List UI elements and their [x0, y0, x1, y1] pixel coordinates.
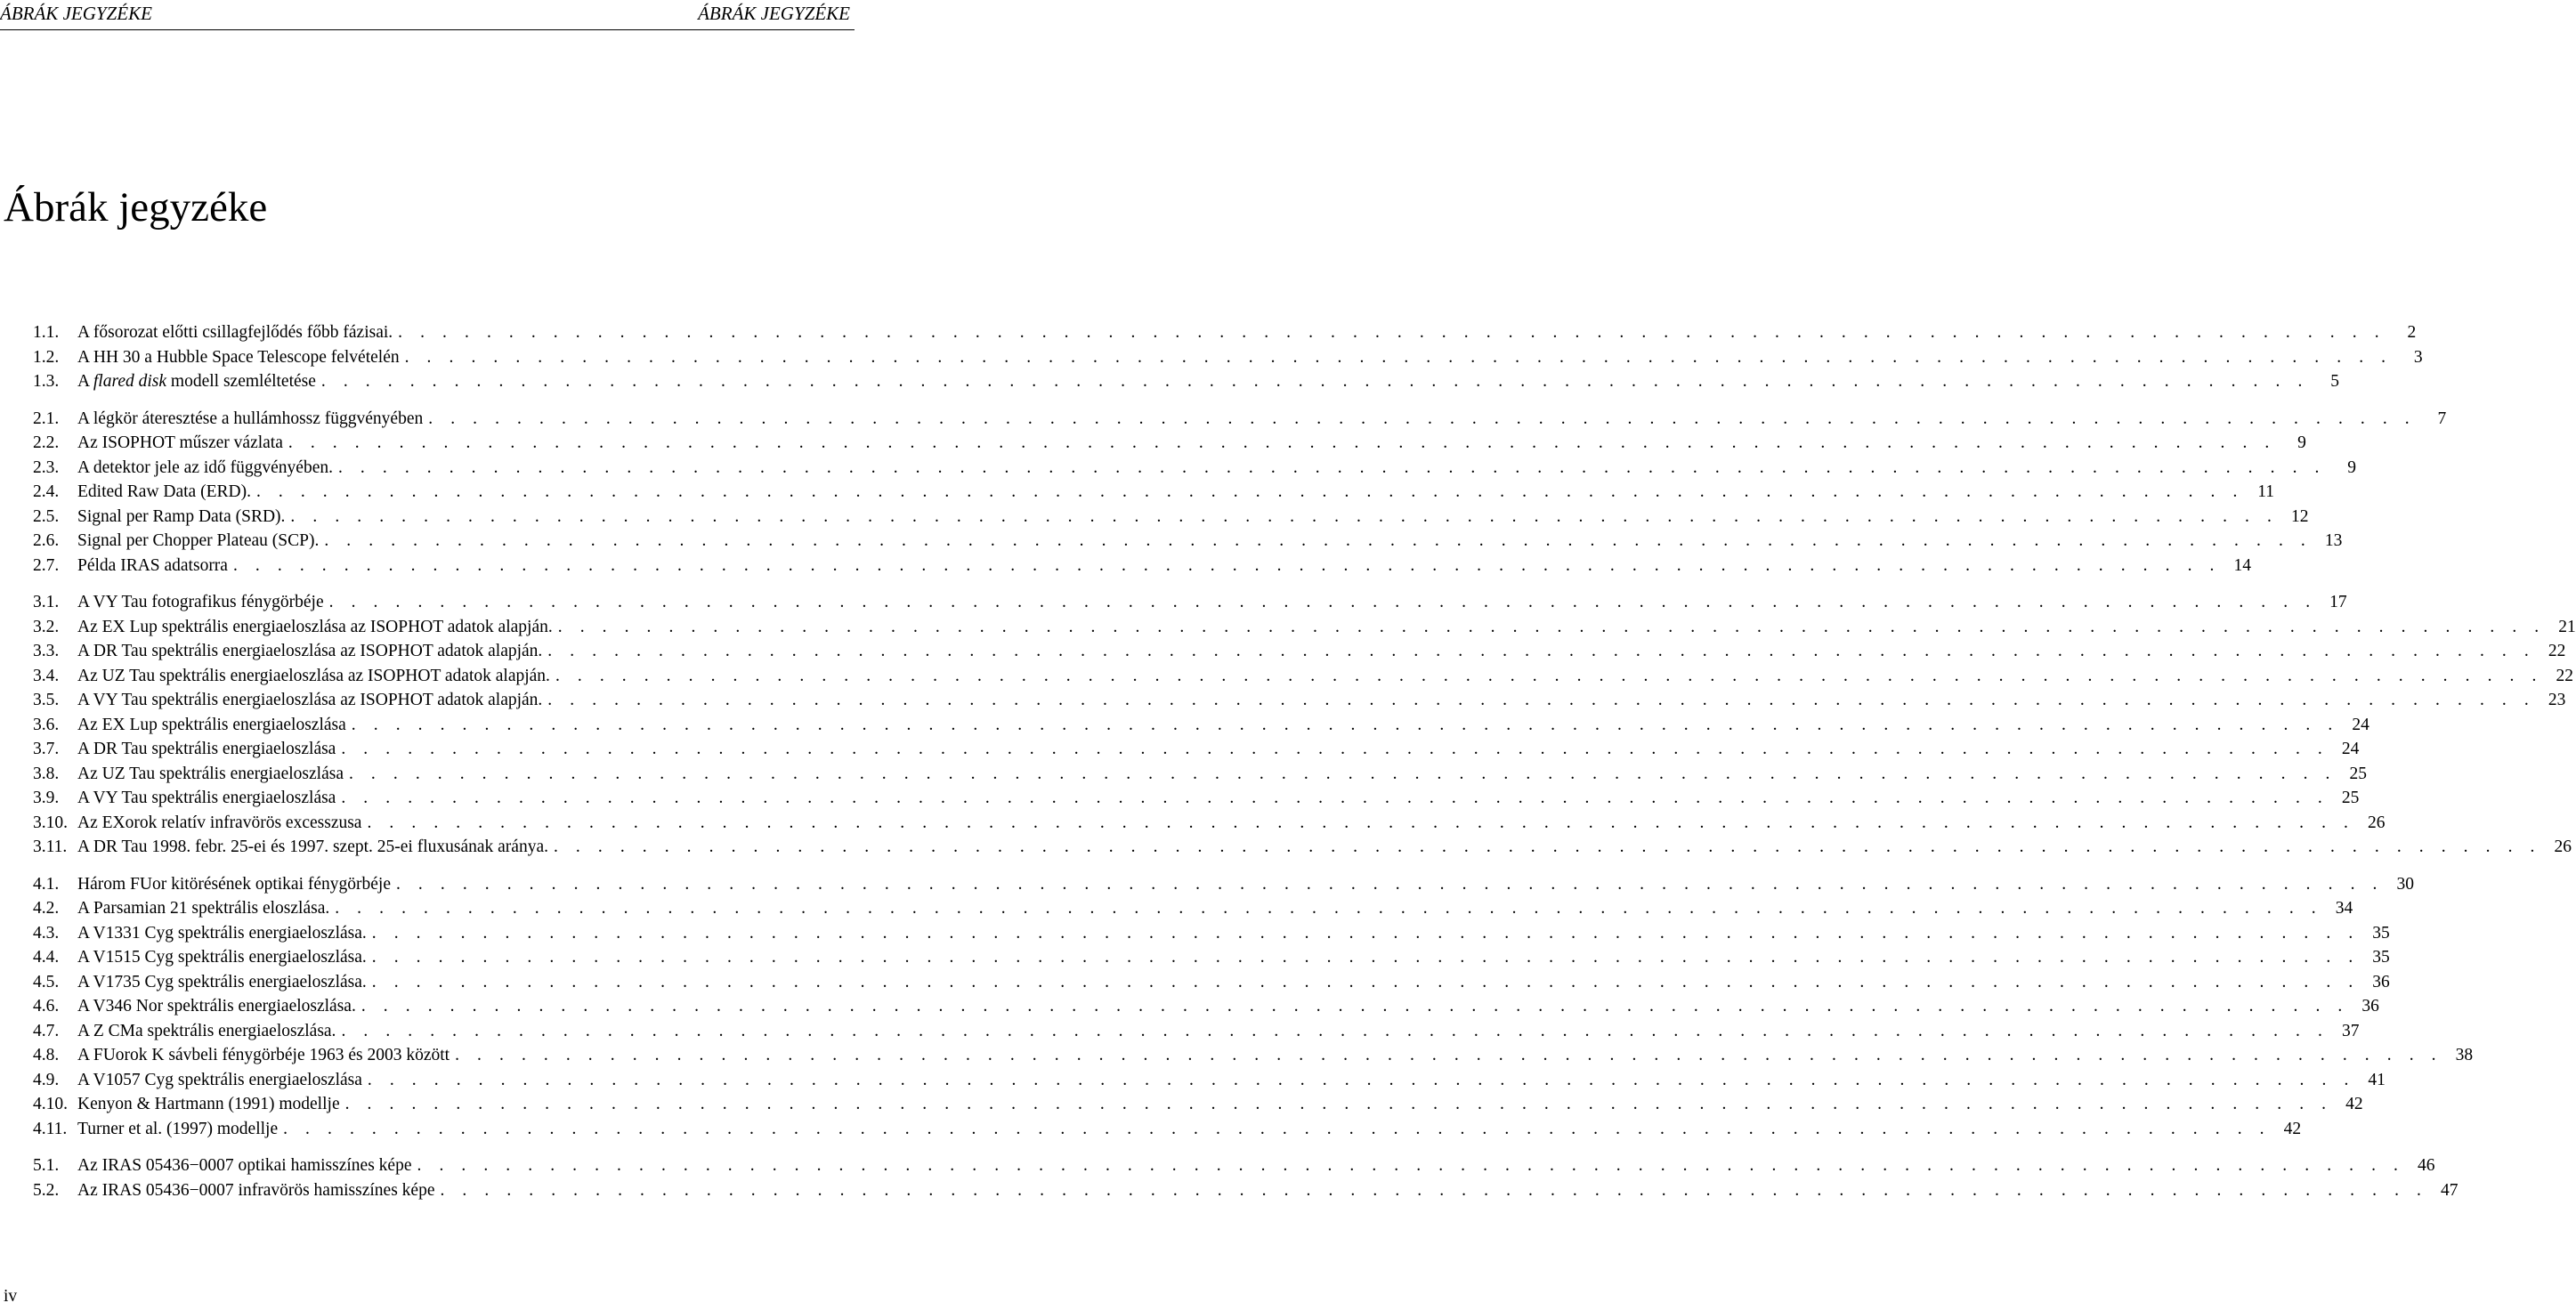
figure-page: 23 — [2548, 691, 2566, 709]
figure-title: A VY Tau spektrális energiaeloszlása az ISOPHOT adatok alapján. — [77, 691, 543, 709]
dot-leader: . . . . . . . . . . . . . . . . . . . . . . . . . . . . . . . . . . . . . . . . . . . . . . . . . . . . . . . . . . . . . . . . . . . . . . . . . . . . . . . . . . . . . . . . . . — [455, 1046, 2443, 1064]
figure-page: 2 — [2407, 323, 2417, 342]
figure-title: A DR Tau spektrális energiaeloszlása — [77, 740, 336, 758]
figure-page: 41 — [2368, 1070, 2386, 1089]
dot-leader: . . . . . . . . . . . . . . . . . . . . . . . . . . . . . . . . . . . . . . . . . . . . . . . . . . . . . . . . . . . . . . . . . . . . . . . . . . . . . . . . . . . . . . . . . . — [417, 1156, 2405, 1175]
figure-title: A légkör áteresztése a hullámhossz függvényében — [77, 409, 424, 428]
dot-leader: . . . . . . . . . . . . . . . . . . . . . . . . . . . . . . . . . . . . . . . . . . . . . . . . . . . . . . . . . . . . . . . . . . . . . . . . . . . . . . . . . . . . . . . . . . — [371, 972, 2360, 991]
figure-title: A DR Tau spektrális energiaeloszlása az ISOPHOT adatok alapján. — [77, 642, 543, 660]
figure-page: 26 — [2368, 813, 2386, 832]
figure-title: Signal per Chopper Plateau (SCP). — [77, 531, 320, 550]
dot-leader: . . . . . . . . . . . . . . . . . . . . . . . . . . . . . . . . . . . . . . . . . . . . . . . . . . . . . . . . . . . . . . . . . . . . . . . . . . . . . . . . . . . . . . . . . . — [255, 482, 2244, 501]
toc-entry[interactable] — [33, 1021, 2360, 1047]
toc-entry[interactable] — [33, 409, 2447, 434]
dot-leader: . . . . . . . . . . . . . . . . . . . . . . . . . . . . . . . . . . . . . . . . . . . . . . . . . . . . . . . . . . . . . . . . . . . . . . . . . . . . . . . . . . . . . . . . . . — [395, 874, 2385, 894]
figure-number: 3.4. — [33, 666, 60, 685]
figure-page: 42 — [2345, 1095, 2363, 1113]
figure-title: A VY Tau fotografikus fénygörbéje — [77, 593, 324, 611]
figure-group — [33, 593, 2576, 862]
dot-leader: . . . . . . . . . . . . . . . . . . . . . . . . . . . . . . . . . . . . . . . . . . . . . . . . . . . . . . . . . . . . . . . . . . . . . . . . . . . . . . . . . . . . . . . . . . — [557, 617, 2546, 636]
figure-title: Három FUor kitörésének optikai fénygörbéje — [77, 874, 391, 894]
figure-page: 38 — [2455, 1046, 2474, 1064]
dot-leader: . . . . . . . . . . . . . . . . . . . . . . . . . . . . . . . . . . . . . . . . . . . . . . . . . . . . . . . . . . . . . . . . . . . . . . . . . . . . . . . . . . . . . . . . . . — [341, 789, 2329, 807]
dot-leader: . . . . . . . . . . . . . . . . . . . . . . . . . . . . . . . . . . . . . . . . . . . . . . . . . . . . . . . . . . . . . . . . . . . . . . . . . . . . . . . . . . . . . . . . . . — [348, 764, 2337, 783]
toc-entry[interactable] — [33, 593, 2347, 618]
toc-entry[interactable] — [33, 813, 2386, 838]
figure-number: 4.2. — [33, 899, 60, 918]
dot-leader: . . . . . . . . . . . . . . . . . . . . . . . . . . . . . . . . . . . . . . . . . . . . . . . . . . . . . . . . . . . . . . . . . . . . . . . . . . . . . . . . . . . . . . . . . . — [324, 531, 2313, 550]
figure-group — [33, 1156, 2459, 1205]
dot-leader: . . . . . . . . . . . . . . . . . . . . . . . . . . . . . . . . . . . . . . . . . . . . . . . . . . . . . . . . . . . . . . . . . . . . . . . . . . . . . . . . . . . . . . . . . . — [547, 642, 2536, 660]
figure-number: 2.7. — [33, 555, 60, 575]
figure-title: A DR Tau 1998. febr. 25-ei és 1997. szept. 25-ei fluxusának aránya. — [77, 838, 548, 856]
figure-page: 22 — [2548, 642, 2566, 660]
figure-number: 4.10. — [33, 1095, 68, 1113]
figure-page: 22 — [2556, 666, 2573, 685]
figure-title: Az ISOPHOT műszer vázlata — [77, 433, 283, 452]
toc-entry[interactable] — [33, 323, 2417, 348]
figure-page: 7 — [2437, 409, 2447, 428]
dot-leader: . . . . . . . . . . . . . . . . . . . . . . . . . . . . . . . . . . . . . . . . . . . . . . . . . . . . . . . . . . . . . . . . . . . . . . . . . . . . . . . . . . . . . . . . . . — [232, 555, 2221, 575]
figure-page: 5 — [2330, 372, 2339, 391]
figure-page: 24 — [2341, 740, 2360, 758]
dot-leader: . . . . . . . . . . . . . . . . . . . . . . . . . . . . . . . . . . . . . . . . . . . . . . . . . . . . . . . . . . . . . . . . . . . . . . . . . . . . . . . . . . . . . . . . . . — [367, 1070, 2355, 1089]
toc-entry[interactable] — [33, 740, 2360, 765]
figure-page: 35 — [2372, 923, 2390, 943]
figure-title: Az UZ Tau spektrális energiaeloszlása az ISOPHOT adatok alapján. — [77, 666, 550, 685]
toc-entry[interactable] — [33, 715, 2369, 740]
figure-number: 3.9. — [33, 789, 60, 807]
dot-leader: . . . . . . . . . . . . . . . . . . . . . . . . . . . . . . . . . . . . . . . . . . . . . . . . . . . . . . . . . . . . . . . . . . . . . . . . . . . . . . . . . . . . . . . . . . — [404, 347, 2393, 367]
figure-number: 4.9. — [33, 1070, 60, 1089]
figure-title: A detektor jele az idő függvényében. — [77, 457, 333, 477]
dot-leader: . . . . . . . . . . . . . . . . . . . . . . . . . . . . . . . . . . . . . . . . . . . . . . . . . . . . . . . . . . . . . . . . . . . . . . . . . . . . . . . . . . . . . . . . . . — [360, 997, 2349, 1016]
toc-entry[interactable] — [33, 948, 2390, 973]
toc-entry[interactable] — [33, 923, 2390, 949]
figure-number: 2.3. — [33, 457, 60, 477]
figure-number: 3.8. — [33, 764, 60, 783]
figure-title: Az UZ Tau spektrális energiaeloszlása — [77, 764, 344, 783]
figure-number: 3.7. — [33, 740, 60, 758]
figure-number: 4.6. — [33, 997, 60, 1016]
toc-entry[interactable] — [33, 899, 2353, 924]
figure-number: 3.10. — [33, 813, 68, 832]
figure-title: A HH 30 a Hubble Space Telescope felvételén — [77, 347, 400, 367]
figure-page: 9 — [2297, 433, 2306, 452]
figure-number: 2.1. — [33, 409, 60, 428]
dot-leader: . . . . . . . . . . . . . . . . . . . . . . . . . . . . . . . . . . . . . . . . . . . . . . . . . . . . . . . . . . . . . . . . . . . . . . . . . . . . . . . . . . . . . . . . . . — [367, 813, 2355, 832]
toc-entry[interactable] — [33, 372, 2339, 397]
figure-title: Az IRAS 05436−0007 infravörös hamisszínes képe — [77, 1180, 435, 1200]
figure-title: Az EXorok relatív infravörös excesszusa — [77, 813, 362, 832]
figure-page: 24 — [2352, 715, 2369, 734]
figure-title-part: modell szemléltetése — [166, 372, 316, 391]
figure-number: 3.11. — [33, 838, 68, 856]
dot-leader: . . . . . . . . . . . . . . . . . . . . . . . . . . . . . . . . . . . . . . . . . . . . . . . . . . . . . . . . . . . . . . . . . . . . . . . . . . . . . . . . . . . . . . . . . . — [398, 323, 2386, 342]
figure-number: 5.2. — [33, 1180, 60, 1200]
figure-title: A V1057 Cyg spektrális energiaeloszlása — [77, 1070, 362, 1089]
figure-page: 35 — [2372, 948, 2390, 967]
dot-leader: . . . . . . . . . . . . . . . . . . . . . . . . . . . . . . . . . . . . . . . . . . . . . . . . . . . . . . . . . . . . . . . . . . . . . . . . . . . . . . . . . . . . . . . . . . — [337, 457, 2327, 477]
figure-number: 4.4. — [33, 948, 60, 967]
figure-number: 3.2. — [33, 617, 60, 636]
figure-page: 34 — [2335, 899, 2353, 918]
figure-number: 4.8. — [33, 1046, 60, 1064]
figure-page: 13 — [2324, 531, 2343, 550]
figure-title: Edited Raw Data (ERD). — [77, 482, 251, 501]
toc-entry[interactable] — [33, 874, 2415, 900]
toc-entry[interactable] — [33, 1070, 2386, 1096]
running-header-right: ÁBRÁK JEGYZÉKE — [698, 3, 850, 24]
figure-title — [77, 372, 316, 392]
figure-number: 2.4. — [33, 482, 60, 501]
figure-page: 3 — [2413, 347, 2423, 367]
figure-title: A FUorok K sávbeli fénygörbéje 1963 és 2003 között — [77, 1046, 450, 1064]
figure-page: 11 — [2257, 482, 2274, 501]
figure-title-emphasis: flared disk — [93, 372, 167, 391]
dot-leader: . . . . . . . . . . . . . . . . . . . . . . . . . . . . . . . . . . . . . . . . . . . . . . . . . . . . . . . . . . . . . . . . . . . . . . . . . . . . . . . . . . . . . . . . . . — [283, 1119, 2272, 1138]
figure-number: 3.6. — [33, 715, 60, 734]
figure-page: 36 — [2372, 972, 2390, 991]
figure-page: 25 — [2349, 764, 2368, 783]
toc-entry[interactable] — [33, 764, 2368, 789]
toc-entry[interactable] — [33, 1046, 2474, 1071]
toc-entry[interactable] — [33, 972, 2390, 998]
figure-page: 47 — [2441, 1180, 2459, 1200]
toc-entry[interactable] — [33, 1119, 2302, 1145]
dot-leader: . . . . . . . . . . . . . . . . . . . . . . . . . . . . . . . . . . . . . . . . . . . . . . . . . . . . . . . . . . . . . . . . . . . . . . . . . . . . . . . . . . . . . . . . . . — [341, 740, 2329, 758]
figure-title: A Z CMa spektrális energiaeloszlása. — [77, 1021, 336, 1040]
figure-number: 4.1. — [33, 874, 60, 894]
figure-page: 21 — [2558, 617, 2576, 636]
figure-title: A V1515 Cyg spektrális energiaeloszlása. — [77, 948, 367, 967]
dot-leader: . . . . . . . . . . . . . . . . . . . . . . . . . . . . . . . . . . . . . . . . . . . . . . . . . . . . . . . . . . . . . . . . . . . . . . . . . . . . . . . . . . . . . . . . . . — [371, 948, 2360, 967]
dot-leader: . . . . . . . . . . . . . . . . . . . . . . . . . . . . . . . . . . . . . . . . . . . . . . . . . . . . . . . . . . . . . . . . . . . . . . . . . . . . . . . . . . . . . . . . . . — [328, 593, 2317, 611]
figure-title: Az EX Lup spektrális energiaeloszlása az ISOPHOT adatok alapján. — [77, 617, 553, 636]
figure-title: Az IRAS 05436−0007 optikai hamisszínes képe — [77, 1156, 412, 1175]
figure-number: 4.7. — [33, 1021, 60, 1040]
dot-leader: . . . . . . . . . . . . . . . . . . . . . . . . . . . . . . . . . . . . . . . . . . . . . . . . . . . . . . . . . . . . . . . . . . . . . . . . . . . . . . . . . . . . . . . . . . — [351, 715, 2339, 734]
figure-page: 46 — [2418, 1156, 2435, 1175]
dot-leader: . . . . . . . . . . . . . . . . . . . . . . . . . . . . . . . . . . . . . . . . . . . . . . . . . . . . . . . . . . . . . . . . . . . . . . . . . . . . . . . . . . . . . . . . . . — [555, 666, 2543, 685]
dot-leader: . . . . . . . . . . . . . . . . . . . . . . . . . . . . . . . . . . . . . . . . . . . . . . . . . . . . . . . . . . . . . . . . . . . . . . . . . . . . . . . . . . . . . . . . . . — [320, 372, 2309, 391]
figure-group — [33, 409, 2447, 581]
dot-leader: . . . . . . . . . . . . . . . . . . . . . . . . . . . . . . . . . . . . . . . . . . . . . . . . . . . . . . . . . . . . . . . . . . . . . . . . . . . . . . . . . . . . . . . . . . — [344, 1095, 2333, 1113]
toc-entry[interactable] — [33, 789, 2360, 813]
figure-page: 36 — [2361, 997, 2379, 1016]
toc-entry[interactable] — [33, 555, 2251, 581]
toc-entry[interactable] — [33, 482, 2274, 507]
figure-title: Kenyon & Hartmann (1991) modellje — [77, 1095, 340, 1113]
toc-entry[interactable] — [33, 997, 2379, 1022]
dot-leader: . . . . . . . . . . . . . . . . . . . . . . . . . . . . . . . . . . . . . . . . . . . . . . . . . . . . . . . . . . . . . . . . . . . . . . . . . . . . . . . . . . . . . . . . . . — [288, 433, 2276, 452]
dot-leader: . . . . . . . . . . . . . . . . . . . . . . . . . . . . . . . . . . . . . . . . . . . . . . . . . . . . . . . . . . . . . . . . . . . . . . . . . . . . . . . . . . . . . . . . . . — [335, 899, 2323, 918]
dot-leader: . . . . . . . . . . . . . . . . . . . . . . . . . . . . . . . . . . . . . . . . . . . . . . . . . . . . . . . . . . . . . . . . . . . . . . . . . . . . . . . . . . . . . . . . . . — [547, 691, 2536, 709]
running-header-left: ÁBRÁK JEGYZÉKE — [0, 3, 152, 24]
page-number: iv — [4, 1287, 18, 1306]
figure-title-part: A — [77, 372, 93, 391]
toc-entry[interactable] — [33, 691, 2566, 716]
figure-number: 1.2. — [33, 347, 60, 367]
figure-group — [33, 323, 2423, 397]
figure-title: Az EX Lup spektrális energiaeloszlása — [77, 715, 346, 734]
dot-leader: . . . . . . . . . . . . . . . . . . . . . . . . . . . . . . . . . . . . . . . . . . . . . . . . . . . . . . . . . . . . . . . . . . . . . . . . . . . . . . . . . . . . . . . . . . — [341, 1021, 2329, 1040]
figure-number: 3.5. — [33, 691, 60, 709]
figure-title: A V346 Nor spektrális energiaeloszlása. — [77, 997, 356, 1016]
figure-title: Példa IRAS adatsorra — [77, 555, 228, 575]
toc-entry[interactable] — [33, 347, 2423, 373]
figure-title: Signal per Ramp Data (SRD). — [77, 506, 286, 526]
figure-page: 9 — [2347, 457, 2357, 477]
figure-page: 14 — [2233, 555, 2251, 575]
figure-title: A fősorozat előtti csillagfejlődés főbb fázisai. — [77, 323, 393, 342]
figure-title: A V1735 Cyg spektrális energiaeloszlása. — [77, 972, 367, 991]
figure-number: 2.5. — [33, 506, 60, 526]
dot-leader: . . . . . . . . . . . . . . . . . . . . . . . . . . . . . . . . . . . . . . . . . . . . . . . . . . . . . . . . . . . . . . . . . . . . . . . . . . . . . . . . . . . . . . . . . . — [290, 506, 2279, 526]
figure-page: 37 — [2341, 1021, 2360, 1040]
toc-entry[interactable] — [33, 433, 2306, 458]
figure-page: 42 — [2283, 1119, 2302, 1138]
figure-group — [33, 874, 2474, 1145]
toc-entry[interactable] — [33, 1180, 2459, 1206]
figure-number: 3.3. — [33, 642, 60, 660]
figure-number: 1.1. — [33, 323, 60, 342]
header-rule — [0, 29, 855, 30]
figure-number: 4.5. — [33, 972, 60, 991]
figure-number: 2.2. — [33, 433, 60, 452]
dot-leader: . . . . . . . . . . . . . . . . . . . . . . . . . . . . . . . . . . . . . . . . . . . . . . . . . . . . . . . . . . . . . . . . . . . . . . . . . . . . . . . . . . . . . . . . . . — [553, 838, 2542, 856]
figure-number: 5.1. — [33, 1156, 60, 1175]
figure-number: 3.1. — [33, 593, 60, 611]
figure-number: 4.11. — [33, 1119, 68, 1138]
figure-title: Turner et al. (1997) modellje — [77, 1119, 279, 1138]
figure-page: 30 — [2396, 874, 2415, 894]
toc-entry[interactable] — [33, 531, 2343, 556]
figure-page: 25 — [2341, 789, 2360, 807]
figure-title: A Parsamian 21 spektrális eloszlása. — [77, 899, 330, 918]
figure-number: 2.6. — [33, 531, 60, 550]
dot-leader: . . . . . . . . . . . . . . . . . . . . . . . . . . . . . . . . . . . . . . . . . . . . . . . . . . . . . . . . . . . . . . . . . . . . . . . . . . . . . . . . . . . . . . . . . . — [440, 1180, 2428, 1200]
figure-number: 1.3. — [33, 372, 60, 391]
dot-leader: . . . . . . . . . . . . . . . . . . . . . . . . . . . . . . . . . . . . . . . . . . . . . . . . . . . . . . . . . . . . . . . . . . . . . . . . . . . . . . . . . . . . . . . . . . — [428, 409, 2417, 428]
figure-page: 17 — [2329, 593, 2347, 611]
list-of-figures — [33, 323, 2576, 1218]
toc-entry[interactable] — [33, 617, 2576, 643]
page-title: Ábrák jegyzéke — [4, 184, 268, 231]
toc-entry[interactable] — [33, 666, 2573, 692]
figure-page: 26 — [2554, 838, 2572, 856]
figure-number: 4.3. — [33, 923, 60, 943]
toc-entry[interactable] — [33, 506, 2309, 532]
toc-entry[interactable] — [33, 1095, 2363, 1120]
figure-title: A VY Tau spektrális energiaeloszlása — [77, 789, 336, 807]
toc-entry[interactable] — [33, 1156, 2435, 1181]
toc-entry[interactable] — [33, 838, 2572, 862]
figure-title: A V1331 Cyg spektrális energiaeloszlása. — [77, 923, 367, 943]
toc-entry[interactable] — [33, 642, 2566, 667]
figure-page: 12 — [2290, 506, 2309, 526]
toc-entry[interactable] — [33, 457, 2357, 483]
dot-leader: . . . . . . . . . . . . . . . . . . . . . . . . . . . . . . . . . . . . . . . . . . . . . . . . . . . . . . . . . . . . . . . . . . . . . . . . . . . . . . . . . . . . . . . . . . — [371, 923, 2360, 943]
